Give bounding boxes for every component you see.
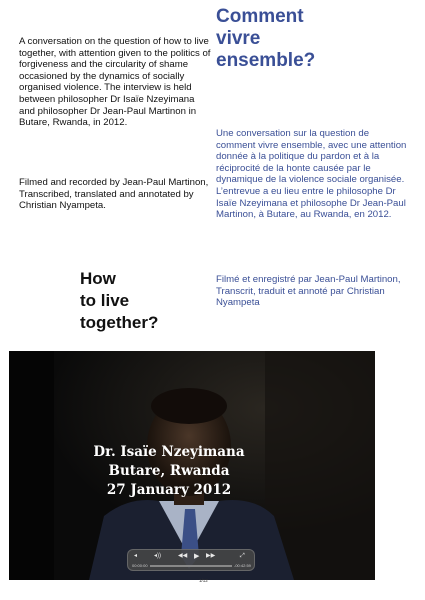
english-credit-line: Transcribed, translated and annotated by Christian Nyampeta.: [19, 188, 194, 212]
video-caption-location: Butare, Rwanda: [108, 463, 230, 479]
remaining-time: -00:42:59: [234, 563, 251, 568]
video-caption-name: Dr. Isaïe Nzeyimana: [93, 444, 245, 460]
english-title: How to live together?: [80, 269, 159, 332]
video-caption-date: 27 January 2012: [106, 482, 232, 498]
page-number: 1/12: [199, 578, 208, 583]
english-credits: [19, 177, 211, 212]
french-title: Comment vivre ensemble?: [216, 6, 316, 71]
english-credit-line: Filmed and recorded by Jean-Paul Martinon,: [19, 177, 209, 188]
video-scrubber[interactable]: [150, 565, 232, 567]
french-intro-paragraph: Une conversation sur la question de comment vivre ensemble, avec une attention donnée à la politique du pardon et à la réciprocité de la honte causée par le dynamique de la violence sociale organisée. L’entrevue a eu lieu entre le philosophe Dr Isaïe Nzeyimana et philosophe Dr Jean-Paul Martinon, à Butare, au Rwanda, en 2012.: [216, 128, 407, 221]
video-player[interactable]: [9, 351, 375, 580]
french-credit-line: Transcrit, traduit et annoté par Christian Nyampeta: [216, 285, 385, 309]
french-credit-line: Filmé et enregistré par Jean-Paul Martinon,: [216, 274, 401, 285]
volume-low-icon[interactable]: ◂: [134, 553, 138, 559]
english-intro-paragraph: A conversation on the question of how to live together, with attention given to the politics of forgiveness and the circularity of shame occasioned by the dynamics of socially organised violence. The interview is held between philosopher Dr Isaïe Nzeyimana and philosopher Dr Jean-Paul Martinon in Butare, Rwanda, in 2012.: [19, 36, 211, 129]
volume-high-icon[interactable]: ◂)): [154, 553, 162, 559]
video-controls-bar: [127, 549, 255, 571]
fast-forward-icon[interactable]: ▶▶: [206, 553, 216, 559]
fullscreen-icon[interactable]: ⤢: [240, 553, 245, 559]
play-icon[interactable]: ▶: [194, 553, 200, 560]
elapsed-time: 00:00:00: [132, 563, 148, 568]
french-credits: [216, 274, 408, 309]
rewind-icon[interactable]: ◀◀: [178, 553, 188, 559]
